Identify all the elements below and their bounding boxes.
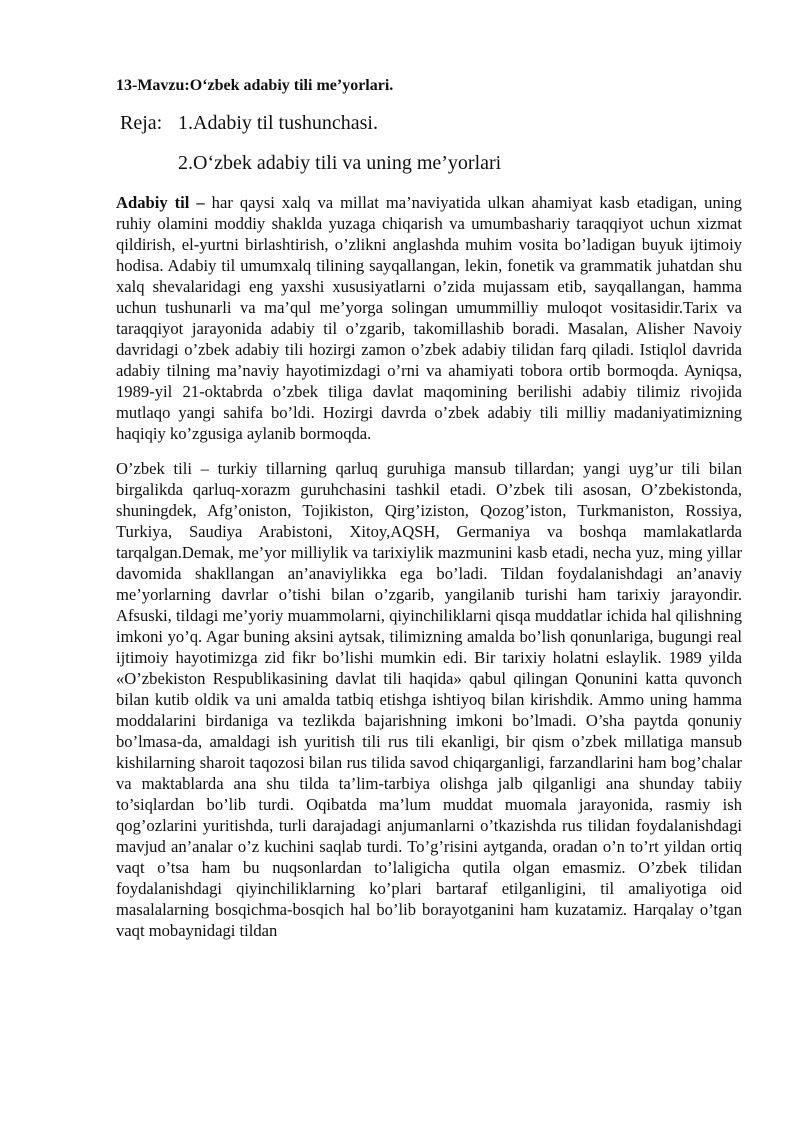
plan-item-1-text: 1.Adabiy til tushunchasi.	[178, 112, 378, 134]
paragraph-1-text: har qaysi xalq va millat ma’naviyatida ulkan ahamiyat kasb etadigan, uning ruhiy olamini moddiy shaklda yuzaga chiqarish va umumbashariy taraqqiyot uchun xizmat qildirish, el-yurtni birlashtirish, o’zlikni anglashda muhim vosita bo’ladigan buyuk ijtimoiy hodisa. Adabiy til umumxalq tilining sayqallangan, lekin, fonetik va grammatik juhatdan shu xalq shevalaridagi eng yaxshi xususiyatlarni o’zida mujassam etib, sayqallangan, hamma uchun tushunarli va ma’qul me’yorga solingan umummilliy muloqot vositasidir.Tarix va taraqqiyot jarayonida adabiy til o’zgarib, takomillashib boradi. Masalan, Alisher Navoiy davridagi o’zbek adabiy tili hozirgi zamon o’zbek adabiy tilidan farq qiladi. Istiqlol davrida adabiy tilning ma’naviy hayotimizdagi o’rni va ahamiyati tobora ortib bormoqda. Ayniqsa, 1989-yil 21-oktabrda o’zbek tiliga davlat maqomining berilishi adabiy tilimiz rivojida mutlaqo yangi sahifa bo’ldi. Hozirgi davrda o’zbek adabiy tili milliy madaniyatimizning haqiqiy ko’zgusiga aylanib bormoqda.	[116, 193, 742, 443]
plan-item-1	[116, 110, 742, 136]
page-title: 13-Mavzu:O‘zbek adabiy tili me’yorlari.	[116, 77, 394, 94]
term-adabiy-til: Adabiy til –	[116, 193, 205, 212]
document-page	[116, 76, 742, 955]
paragraph-adabiy-til	[116, 192, 742, 444]
plan-label: Reja:	[120, 112, 163, 134]
paragraph-ozbek-tili: O’zbek tili – turkiy tillarning qarluq guruhiga mansub tillardan; yangi uyg’ur tili bilan birgalikda qarluq-xorazm guruhchasini tashkil etadi. O’zbek tili asosan, O’zbekistonda, shuningdek, Afg’oniston, Tojikiston, Qirg’iziston, Qozog’iston, Turkmaniston, Rossiya, Turkiya, Saudiya Arabistoni, Xitoy,AQSH, Germaniya va boshqa mamlakatlarda tarqalgan.Demak, me’yor milliylik va tarixiylik mazmunini kasb etadi, necha yuz, ming yillar davomida shakllangan an’anaviylikka ega bo’ladi. Tildan foydalanishdagi an’anaviy me’yorlarning davrlar o’tishi bilan o’zgarib, yangilanib turishi ham tarixiy jarayondir. Afsuski, tildagi me’yoriy muammolarni, qiyinchiliklarni qisqa muddatlar ichida hal qilishning imkoni yo’q. Agar buning aksini aytsak, tilimizning amalda bo’lish qonunlariga, bugungi real ijtimoiy hayotimizga zid fikr bo’lishi mumkin edi. Bir tarixiy holatni eslaylik. 1989 yilda «O’zbekiston Respublikasining davlat tili haqida» qabul qilingan Qonunini katta quvonch bilan kutib oldik va uni amalda tatbiq etishga ishtiyoq bilan kirishdik. Ammo uning hamma moddalarini birdaniga va tezlikda bajarishning imkoni bo’lmadi. O’sha paytda qonuniy bo’lmasa-da, amaldagi ish yuritish tili rus tili ekanligi, bir qism o’zbek millatiga mansub kishilarning sharoit taqozosi bilan rus tilida savod chiqarganligi, farzandlarini ham bog’chalar va maktablarda ana shu tilda ta’lim-tarbiya olishga jalb qilganligi ana shunday tabiiy to’siqlardan bo’lib turdi. Oqibatda ma’lum muddat muomala jarayonida, rasmiy ish qog’ozlarini yuritishda, turli darajadagi anjumanlarni o’tkazishda rus tilidan foydalanishdagi mavjud an’analar o’z kuchini saqlab turdi. To’g’risini aytganda, oradan o’n to’rt yildan ortiq vaqt o’tsa ham bu nuqsonlardan to’laligicha qutila olgan emasmiz. O’zbek tilidan foydalanishdagi qiyinchiliklarning ko’plari bartaraf etilganligini, til amaliyotiga oid masalalarning bosqichma-bosqich hal bo’lib borayotganini ham kuzatamiz. Harqalay o’tgan vaqt mobaynidagi tildan	[116, 459, 742, 940]
plan-item-2: 2.O‘zbek adabiy tili va uning me’yorlari	[178, 152, 502, 174]
